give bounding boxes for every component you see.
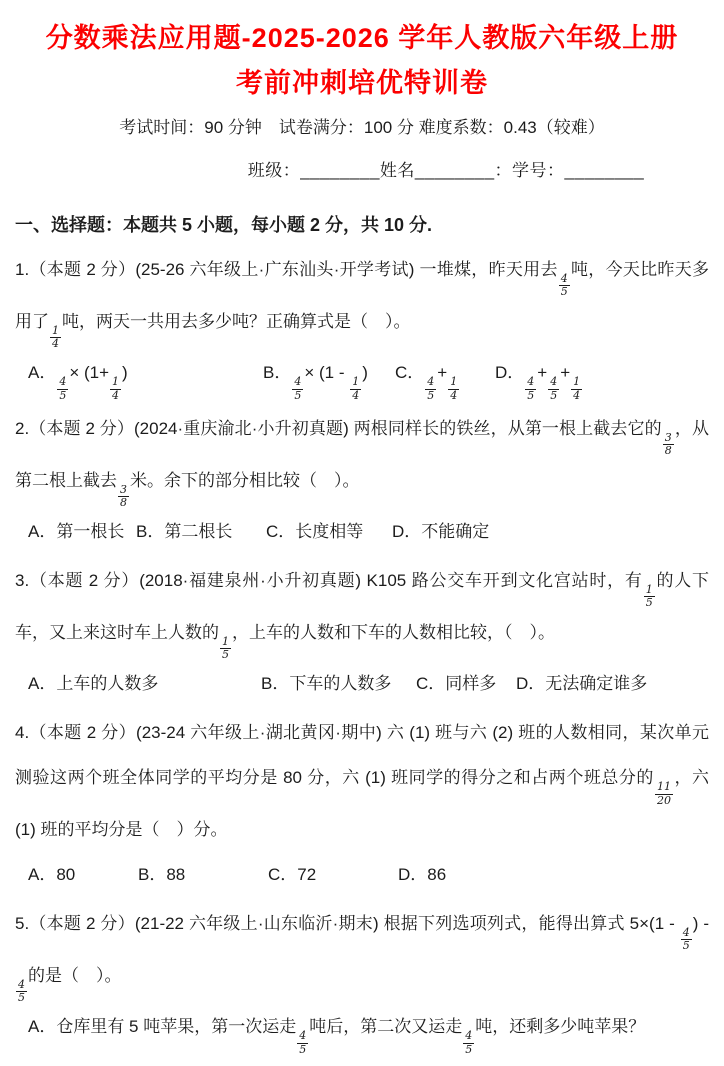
question-4-option-c: C．72 xyxy=(268,865,317,884)
question-5-option-a: A．仓库里有 5 吨苹果，第一次运走 $\frac{4}{5}$ 吨后，第二次又运走 $\frac{4}{5}$ 吨，还剩多少吨苹果？ xyxy=(28,1017,646,1056)
fraction: $\frac{1}{4}$ xyxy=(112,375,120,402)
section-heading: 一、选择题：本题共 5 小题，每小题 2 分，共 10 分. xyxy=(15,215,433,235)
student-info-line: 班级：________姓名________：学号：________ xyxy=(247,161,645,180)
exam-info-line: 考试时间：90 分钟 试卷满分：100 分 难度系数：0.43（较难） xyxy=(119,118,605,137)
fraction: $\frac{4}{5}$ xyxy=(427,375,435,402)
question-2-stem: 2.（本题 2 分）(2024·重庆渝北·小升初真题) 两根同样长的铁丝，从第一根上截去它的 $\frac{3}{8}$ ，从第二根上截去 $\frac{3}{8}$ 米。余下的部分相比较（ ）。 xyxy=(15,418,710,509)
question-1-option-d: D． $\frac{4}{5}$ + $\frac{4}{5}$ + $\frac{1}{4}$ xyxy=(495,363,581,402)
question-4-option-a: A．80 xyxy=(28,865,76,884)
fraction: $\frac{11}{20}$ xyxy=(656,780,671,807)
question-4-options xyxy=(15,852,709,897)
question-4 xyxy=(15,710,709,897)
question-2-option-b: B．第二根长 xyxy=(136,522,233,542)
question-2-option-a: A．第一根长 xyxy=(28,522,125,542)
question-1-option-a: A． $\frac{4}{5}$ × (1+ $\frac{1}{4}$ ) xyxy=(28,363,128,402)
question-3-option-c: C．同样多 xyxy=(416,674,497,694)
fraction: $\frac{4}{5}$ xyxy=(18,977,25,1004)
question-3-option-b: B．下车的人数多 xyxy=(261,674,392,694)
question-3 xyxy=(15,558,709,706)
fraction: $\frac{1}{5}$ xyxy=(645,583,653,610)
paper-title-line2: 考前冲刺培优特训卷 xyxy=(236,68,488,98)
fraction: $\frac{4}{5}$ xyxy=(299,1029,307,1056)
question-4-option-d: D．86 xyxy=(398,865,447,884)
fraction: $\frac{3}{8}$ xyxy=(664,430,672,458)
fraction: $\frac{1}{4}$ xyxy=(352,375,360,402)
question-1-options xyxy=(15,350,709,402)
fraction: $\frac{4}{5}$ xyxy=(550,375,558,402)
fraction: $\frac{1}{4}$ xyxy=(450,375,458,402)
question-3-option-a: A．上车的人数多 xyxy=(28,674,159,694)
fraction: $\frac{1}{4}$ xyxy=(52,323,59,350)
question-5-stem: 5.（本题 2 分）(21-22 六年级上·山东临沂·期末) 根据下列选项列式，能得出算式 5×(1 - $\frac{4}{5}$ ) - $\frac{4}{5}$ 的是（ ）。 xyxy=(15,914,710,1004)
question-2 xyxy=(15,406,709,554)
fraction: $\frac{1}{4}$ xyxy=(573,375,581,402)
question-3-stem: 3.（本题 2 分）(2018·福建泉州·小升初真题) K105 路公交车开到文化宫站时，有 $\frac{1}{5}$ 的人下车，又上来这时车上人数的 $\frac{1}{5}$ ，上车的人数和下车的人数相比较，（ ）。 xyxy=(15,571,709,662)
question-3-options xyxy=(15,661,709,706)
question-3-option-d: D．无法确定谁多 xyxy=(516,674,648,694)
fraction: $\frac{1}{5}$ xyxy=(222,634,229,662)
fraction: $\frac{4}{5}$ xyxy=(294,375,302,402)
question-4-option-b: B．88 xyxy=(138,865,186,884)
question-1-option-c: C． $\frac{4}{5}$ + $\frac{1}{4}$ xyxy=(395,363,458,402)
fraction: $\frac{4}{5}$ xyxy=(560,272,568,299)
question-4-stem: 4.（本题 2 分）(23-24 六年级上·湖北黄冈·期中) 六 (1) 班与六 (2) 班的人数相同，某次单元测验这两个班全体同学的平均分是 80 分，六 (1) 班同学的得分之和占两个班总分的 $\frac{11}{20}$ ，六 (1) 班的平均分是（ ）分。 xyxy=(15,723,710,839)
fraction: $\frac{3}{8}$ xyxy=(120,482,127,509)
question-1 xyxy=(15,247,709,402)
question-2-option-c: C．长度相等 xyxy=(266,522,364,542)
question-1-stem: 1.（本题 2 分）(25-26 六年级上·广东汕头·开学考试) 一堆煤，昨天用去 $\frac{4}{5}$ 吨，今天比昨天多用了 $\frac{1}{4}$ 吨，两天一共用去多少吨？正确算式是（ ）。 xyxy=(15,260,710,350)
fraction: $\frac{4}{5}$ xyxy=(682,926,690,953)
question-2-options xyxy=(15,509,709,554)
fraction: $\frac{4}{5}$ xyxy=(465,1029,473,1056)
question-5-options xyxy=(15,1004,709,1056)
question-1-option-b: B． $\frac{4}{5}$ × (1 - $\frac{1}{4}$ ) xyxy=(263,363,368,402)
question-5 xyxy=(15,901,709,1056)
paper-title-line1: 分数乘法应用题-2025-2026 学年人教版六年级上册 xyxy=(45,23,679,53)
fraction: $\frac{4}{5}$ xyxy=(527,375,535,402)
fraction: $\frac{4}{5}$ xyxy=(59,375,67,402)
question-2-option-d: D．不能确定 xyxy=(392,522,490,542)
